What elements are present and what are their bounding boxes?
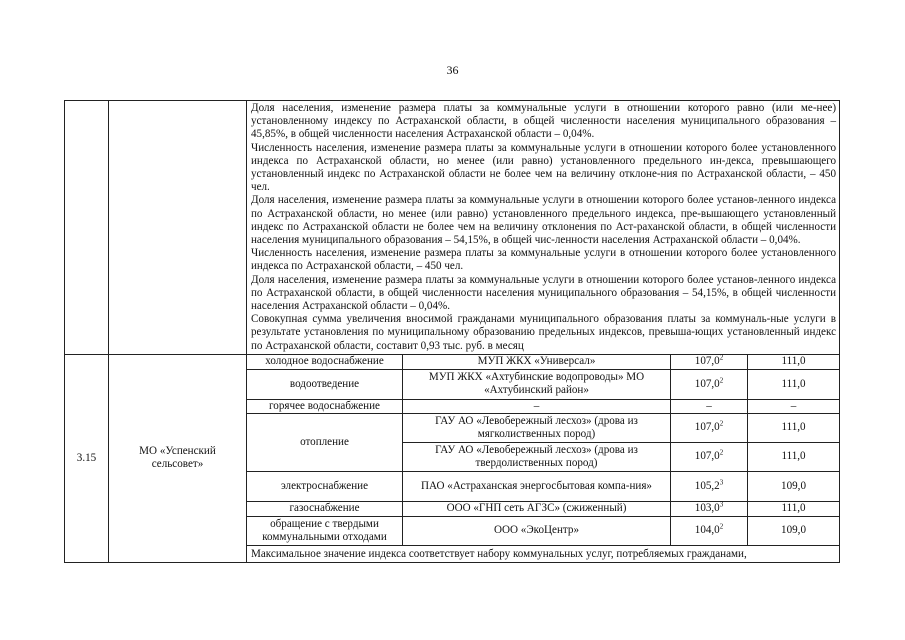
tariff-table — [64, 100, 840, 563]
service-name: отопление — [247, 414, 403, 472]
intro-paragraph: Совокупная сумма увеличения вносимой гражданами муниципального образования платы за коммуналь-ные услуги в результате установления по муниципальному образованию предельных индексов, превыша-ющих установленный индекс по Астраханской области, составит 0,93 тыс. руб. в месяц — [251, 313, 837, 352]
service-name: электроснабжение — [247, 472, 403, 502]
municipality-name: МО «Успенский сельсовет» — [109, 354, 247, 562]
service-name: газоснабжение — [247, 502, 403, 517]
index-value: 104,0$^2$ — [671, 517, 748, 546]
index-value: 107,0$^2$ — [671, 414, 748, 443]
limit-value: 109,0 — [748, 472, 840, 502]
intro-paragraph: Численность населения, изменение размера платы за коммунальные услуги в отношении которого более установленного индекса по Астраханской области, – 450 чел. — [251, 247, 837, 273]
service-name: водоотведение — [247, 369, 403, 399]
intro-municipality-cell — [109, 101, 247, 355]
intro-paragraph: Численность населения, изменение размера платы за коммунальные услуги в отношении которого более установленного индекса по Астраханской области, но менее (или равно) установленного предельного ин-декса, превышающего установленный индекс по Астраханской области не более чем на величину отклоне-ния по Астраханской области, – 450 чел. — [251, 141, 837, 194]
limit-value: 111,0 — [748, 354, 840, 369]
intro-row — [65, 101, 840, 355]
trailing-text-cell — [247, 546, 840, 563]
index-value: 105,2$^3$ — [671, 472, 748, 502]
provider-name: МУП ЖКХ «Универсал» — [403, 354, 671, 369]
table-row — [65, 354, 840, 369]
intro-paragraph: Доля населения, изменение размера платы за коммунальные услуги в отношении которого более установ-ленного индекса по Астраханской области, но менее (или равно) установленного предельного индекса, пре-вышающего установленный индекс по Астраханской области не более чем на величину отклонения по Аст-раханской области, в общей численности населения муниципального образования – 54,15%, в общей чис-ленности населения Астраханской области – 0,04%. — [251, 194, 837, 247]
intro-paragraph: Доля населения, изменение размера платы за коммунальные услуги в отношении которого равно (или ме-нее) установленному индексу по Астраханской области, в общей численности населения муниципального образования – 45,85%, в общей численности населения Астраханской области – 0,04%. — [251, 102, 837, 141]
index-value: 107,0$^2$ — [671, 369, 748, 399]
service-name: горячее водоснабжение — [247, 399, 403, 413]
provider-name: ООО «ГНП сеть АГЗС» (сжиженный) — [403, 502, 671, 517]
provider-name: ГАУ АО «Левобережный лесхоз» (дрова из мягколиственных пород) — [403, 414, 671, 443]
index-value: – — [671, 399, 748, 413]
limit-value: 111,0 — [748, 369, 840, 399]
service-name: холодное водоснабжение — [247, 354, 403, 369]
limit-value: 109,0 — [748, 517, 840, 546]
limit-value: 111,0 — [748, 443, 840, 472]
service-name: обращение с твердыми коммунальными отходами — [247, 517, 403, 546]
provider-name: ГАУ АО «Левобережный лесхоз» (дрова из твердолиственных пород) — [403, 443, 671, 472]
provider-name: ПАО «Астраханская энергосбытовая компа-ния» — [403, 472, 671, 502]
intro-text-cell — [247, 101, 840, 355]
provider-name: ООО «ЭкоЦентр» — [403, 517, 671, 546]
provider-name: МУП ЖКХ «Ахтубинские водопроводы» МО «Ахтубинский район» — [403, 369, 671, 399]
page-number: 36 — [446, 63, 459, 77]
intro-paragraph: Доля населения, изменение размера платы за коммунальные услуги в отношении которого более установ-ленного индекса по Астраханской области, в общей численности населения муниципального образования – 54,15%, в общей численности населения Астраханской области – 0,04%. — [251, 273, 837, 313]
index-value: 107,0$^2$ — [671, 354, 748, 369]
trailing-text: Максимальное значение индекса соответствует набору коммунальных услуг, потребляемых гражданами, — [251, 548, 747, 561]
limit-value: 111,0 — [748, 414, 840, 443]
provider-name: – — [403, 399, 671, 413]
entry-number: 3.15 — [65, 354, 109, 562]
index-value: 107,0$^2$ — [671, 443, 748, 472]
intro-number-cell — [65, 101, 109, 355]
limit-value: 111,0 — [748, 502, 840, 517]
index-value: 103,0$^3$ — [671, 502, 748, 517]
limit-value: – — [748, 399, 840, 413]
